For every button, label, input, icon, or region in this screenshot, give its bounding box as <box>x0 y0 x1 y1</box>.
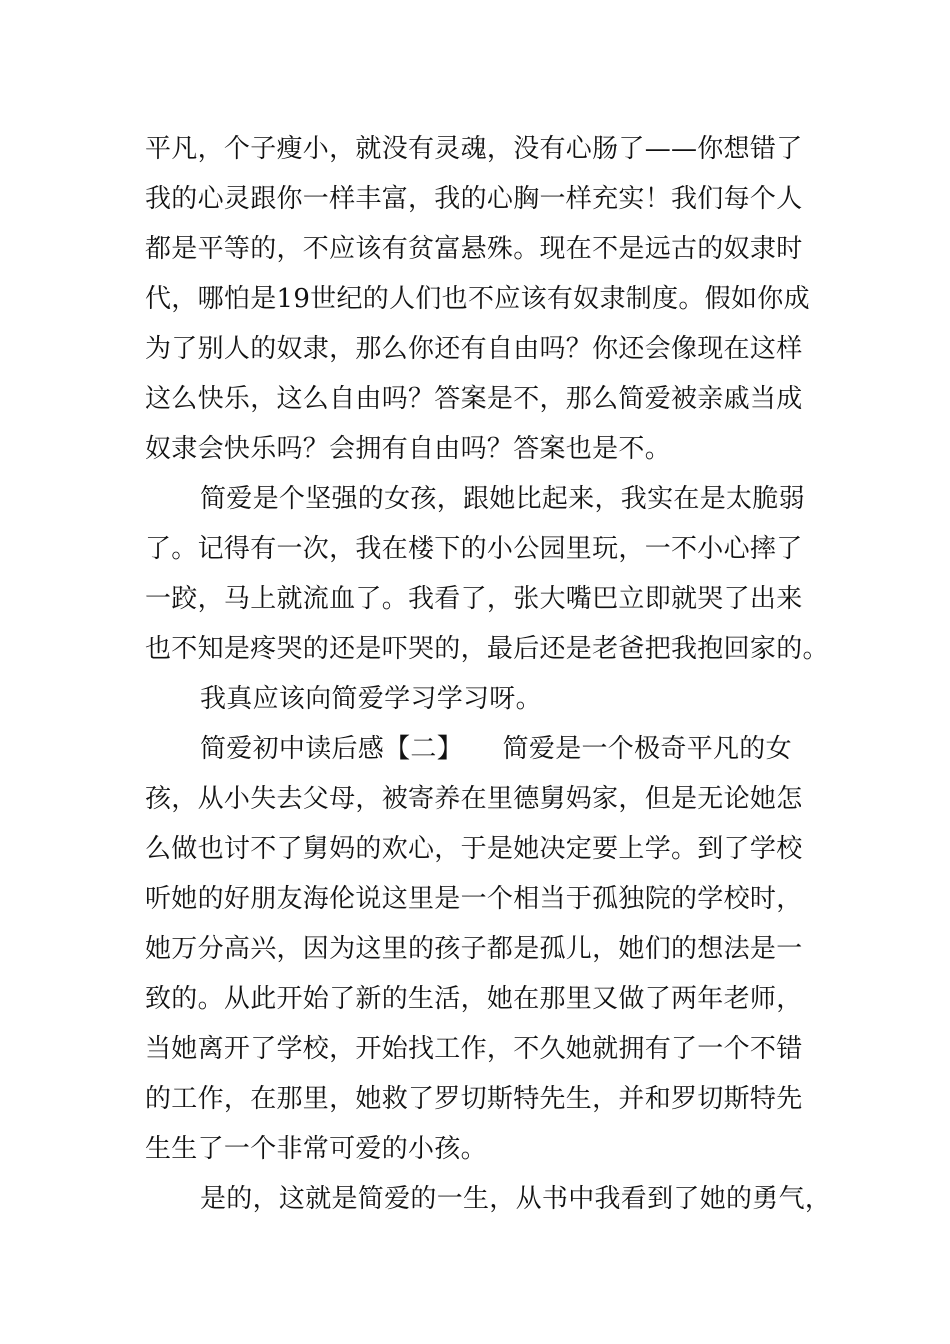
text-line: 我的心灵跟你一样丰富，我的心胸一样充实！我们每个人 <box>145 184 803 214</box>
text-line: 她万分高兴，因为这里的孩子都是孤儿，她们的想法是一 <box>145 934 803 964</box>
text-line: 平凡，个子瘦小，就没有灵魂，没有心肠了——你想错了 <box>145 134 803 164</box>
text-line: 的工作，在那里，她救了罗切斯特先生，并和罗切斯特先 <box>145 1084 803 1114</box>
text-line: 了。记得有一次，我在楼下的小公园里玩，一不小心摔了 <box>145 534 803 564</box>
text-line: 么做也讨不了舅妈的欢心，于是她决定要上学。到了学校 <box>145 834 803 864</box>
text-line: 这么快乐，这么自由吗？答案是不，那么简爱被亲戚当成 <box>145 384 803 414</box>
text-line: 听她的好朋友海伦说这里是一个相当于孤独院的学校时， <box>145 884 803 914</box>
text-line: 也不知是疼哭的还是吓哭的，最后还是老爸把我抱回家的。 <box>145 634 829 664</box>
text-line: 当她离开了学校，开始找工作，不久她就拥有了一个不错 <box>145 1034 803 1064</box>
text-line: 我真应该向简爱学习学习呀。 <box>200 684 542 714</box>
text-line: 简爱初中读后感【二】 简爱是一个极奇平凡的女 <box>200 734 792 764</box>
text-line: 致的。从此开始了新的生活，她在那里又做了两年老师， <box>145 984 803 1014</box>
text-line: 代，哪怕是19世纪的人们也不应该有奴隶制度。假如你成 <box>145 284 810 314</box>
text-line: 奴隶会快乐吗？会拥有自由吗？答案也是不。 <box>145 434 672 464</box>
text-line: 是的，这就是简爱的一生，从书中我看到了她的勇气， <box>200 1184 832 1214</box>
text-line: 为了别人的奴隶，那么你还有自由吗？你还会像现在这样 <box>145 334 803 364</box>
text-line: 简爱是个坚强的女孩，跟她比起来，我实在是太脆弱 <box>200 484 805 514</box>
text-line: 孩，从小失去父母，被寄养在里德舅妈家，但是无论她怎 <box>145 784 803 814</box>
text-line: 一跤，马上就流血了。我看了，张大嘴巴立即就哭了出来 <box>145 584 803 614</box>
text-line: 生生了一个非常可爱的小孩。 <box>145 1134 487 1164</box>
text-line: 都是平等的，不应该有贫富悬殊。现在不是远古的奴隶时 <box>145 234 803 264</box>
